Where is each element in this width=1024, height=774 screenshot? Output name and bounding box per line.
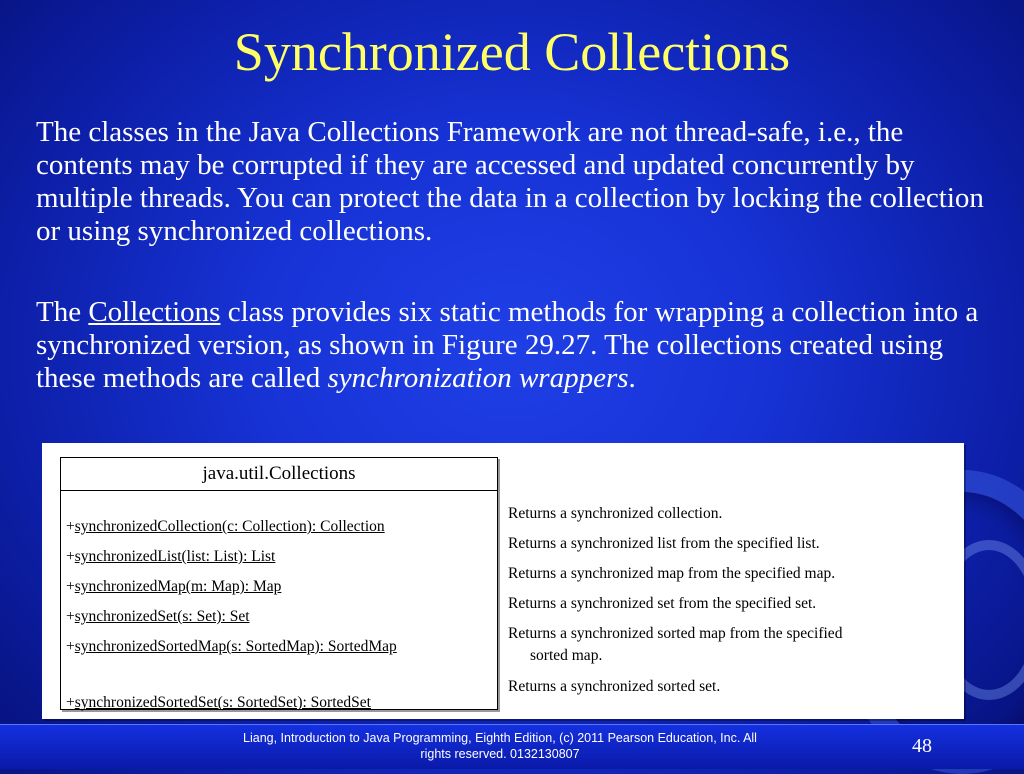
method-description bbox=[508, 623, 842, 667]
method-row bbox=[66, 548, 275, 566]
method-signature: synchronizedList(list: List): List bbox=[74, 548, 276, 565]
synchronization-wrappers-term: synchronization wrappers bbox=[327, 362, 629, 394]
method-description bbox=[508, 593, 816, 615]
collections-paragraph bbox=[36, 296, 1006, 395]
uml-figure bbox=[42, 443, 964, 719]
uml-class-box bbox=[60, 457, 498, 710]
slide-title: Synchronized Collections bbox=[233, 22, 791, 82]
method-row bbox=[66, 694, 371, 712]
paragraph-text-pre: The bbox=[36, 296, 89, 328]
description-text: Returns a synchronized map from the specified map. bbox=[508, 565, 836, 582]
method-description bbox=[508, 563, 835, 585]
method-prefix: + bbox=[66, 694, 75, 711]
method-row bbox=[66, 608, 250, 626]
paragraph-text-mid: class provides six static methods for wrapping a collection into a synchronized version, as shown in Figure 29.27. The collections created using these methods are called bbox=[36, 296, 979, 394]
slide-footer bbox=[0, 724, 1024, 769]
description-text: Returns a synchronized list from the specified list. bbox=[508, 535, 820, 552]
method-prefix: + bbox=[66, 548, 75, 565]
page-number: 48 bbox=[912, 735, 932, 757]
credit-line-2: rights reserved. 0132130807 bbox=[420, 747, 580, 761]
method-signature: synchronizedCollection(c: Collection): Collection bbox=[74, 518, 385, 535]
method-row bbox=[66, 638, 397, 656]
description-text: Returns a synchronized set from the specified set. bbox=[508, 595, 817, 612]
method-prefix: + bbox=[66, 608, 75, 625]
paragraph-text-post: . bbox=[628, 362, 636, 394]
method-signature: synchronizedMap(m: Map): Map bbox=[74, 578, 282, 595]
credit-line-1: Liang, Introduction to Java Programming, Eighth Edition, (c) 2011 Pearson Education, Inc. All bbox=[243, 731, 757, 745]
collections-class-link: Collections bbox=[88, 296, 221, 328]
description-continuation: sorted map. bbox=[530, 647, 603, 664]
description-text: Returns a synchronized sorted map from the specified bbox=[508, 625, 843, 642]
description-text: Returns a synchronized sorted set. bbox=[508, 678, 721, 695]
method-prefix: + bbox=[66, 638, 75, 655]
copyright-credit bbox=[200, 730, 800, 762]
method-signature: synchronizedSortedSet(s: SortedSet): SortedSet bbox=[74, 694, 371, 711]
method-row bbox=[66, 518, 385, 536]
method-description bbox=[508, 533, 820, 555]
method-prefix: + bbox=[66, 518, 75, 535]
method-signature: synchronizedSortedMap(s: SortedMap): SortedMap bbox=[74, 638, 397, 655]
method-signature: synchronizedSet(s: Set): Set bbox=[74, 608, 250, 625]
description-text: Returns a synchronized collection. bbox=[508, 505, 723, 522]
intro-paragraph: The classes in the Java Collections Framework are not thread-safe, i.e., the contents may be corrupted if they are accessed and updated concurrently by multiple threads. You can protect the data in a collection by locking the collection or using synchronized collections. bbox=[36, 116, 984, 247]
method-prefix: + bbox=[66, 578, 75, 595]
method-description bbox=[508, 676, 720, 698]
uml-class-name: java.util.Collections bbox=[61, 458, 497, 491]
method-row bbox=[66, 578, 281, 596]
method-description bbox=[508, 503, 722, 525]
